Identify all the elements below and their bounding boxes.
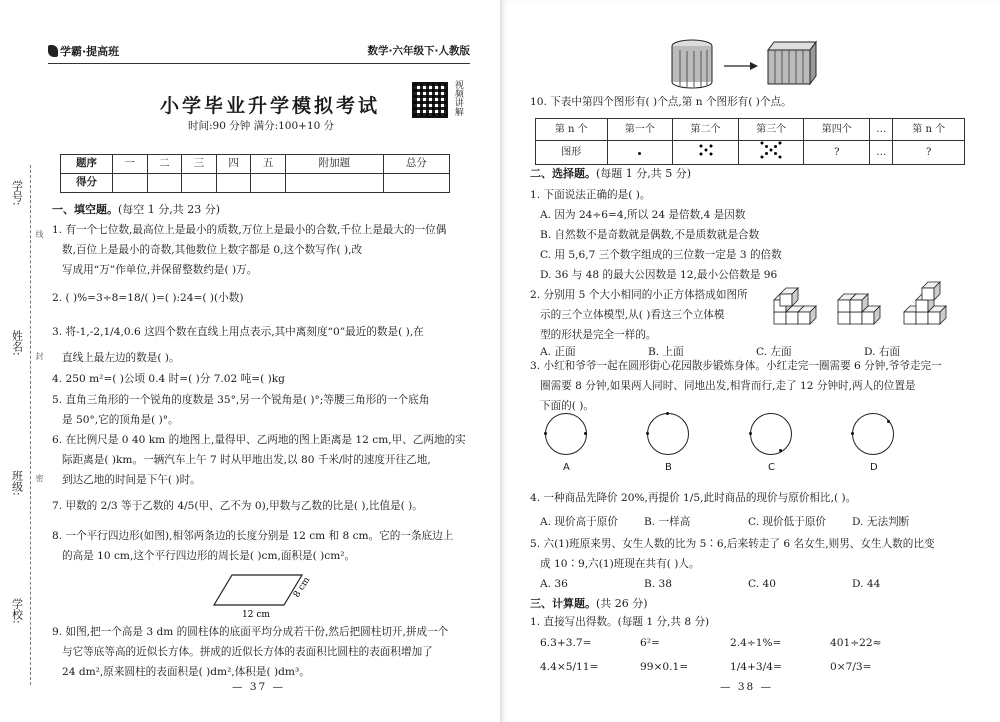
circle-label-a: A (563, 462, 570, 473)
question-9 (52, 622, 448, 682)
calc-row-1 (540, 636, 881, 652)
option-b[interactable]: B. 一样高 (644, 516, 691, 528)
option-c[interactable]: C. 40 (748, 578, 776, 590)
option-d[interactable]: D. 右面 (864, 346, 901, 358)
margin-mark-seal: 封 (35, 352, 44, 360)
options-row (530, 512, 909, 532)
exam-meta: 时间:90 分钟 满分:100+10 分 (188, 120, 335, 132)
question-line: 示的三个立体模型,从( )看这三个立体模 (540, 309, 725, 321)
table-cell: 得分 (61, 174, 113, 193)
question-line: 数,百位上是最小的奇数,其他数位上数字都是 0,这个数写作( ),改 (62, 244, 363, 256)
question-2 (52, 288, 244, 308)
question-line: 1. 下面说法正确的是( )。 (530, 189, 651, 201)
brand (48, 44, 119, 61)
circle-option-c[interactable] (750, 413, 792, 455)
question-line: 下面的( )。 (540, 400, 595, 412)
question-line: 5. 六(1)班原来男、女生人数的比为 5∶6,后来转走了 6 名女生,则男、女生人数的比变 (530, 538, 935, 550)
question-line: 型的形状是完全一样的。 (540, 329, 657, 341)
table-cell: 第一个 (607, 119, 673, 141)
question-line: 到达乙地的时间是下午( )时。 (62, 474, 201, 486)
option-c[interactable]: C. 左面 (756, 346, 792, 358)
question-line: 4. 250 m²=( )公顷 0.4 时=( )分 7.02 吨=( )kg (52, 373, 285, 385)
cut-line (30, 165, 31, 685)
score-input-cell[interactable] (251, 174, 286, 193)
section-title-text: 三、计算题。 (530, 597, 596, 610)
table-cell: … (870, 119, 893, 141)
calc-item: 2.4÷1%= (730, 637, 782, 649)
question-line: 10. 下表中第四个图形有( )个点,第 n 个图形有( )个点。 (530, 96, 792, 108)
score-input-cell[interactable] (113, 174, 148, 193)
pattern-figure-1 (607, 141, 673, 165)
section-note: (共 26 分) (596, 597, 648, 610)
table-cell: 第 n 个 (536, 119, 608, 141)
question-line: 24 dm²,原来圆柱的表面积是( )dm²,体积是( )dm³。 (62, 666, 310, 678)
table-cell: 四 (216, 155, 251, 174)
parallelogram-base-label: 12 cm (242, 610, 270, 620)
question-line: 成 10∶9,六(1)班现在共有( )人。 (540, 558, 700, 570)
option-a[interactable]: A. 36 (540, 578, 568, 590)
question-8 (52, 526, 453, 566)
question-line: 2. ( )%=3÷8=18/( )=( ):24=( )(小数) (52, 292, 244, 304)
section-title-text: 一、填空题。 (52, 203, 118, 216)
question-line: 4. 一种商品先降价 20%,再提价 1/5,此时商品的现价与原价相比,( )。 (530, 492, 857, 504)
class-label: 班级: (10, 470, 24, 496)
table-cell: 图形 (536, 141, 608, 165)
parallelogram-figure (212, 570, 312, 620)
page-number: — 37 — (232, 681, 286, 694)
calc-item: 401÷22≈ (830, 637, 882, 649)
table-cell: ? (804, 141, 870, 165)
option-line: B. 自然数不是奇数就是偶数,不是质数就是合数 (540, 229, 760, 241)
question-10 (530, 92, 792, 112)
question-line: 9. 如图,把一个高是 3 dm 的圆柱体的底面平均分成若干份,然后把圆柱切开,拼成一个 (52, 626, 449, 638)
cylinder-to-cuboid-figure (670, 38, 820, 90)
option-a[interactable]: A. 现价高于原价 (540, 516, 618, 528)
options-row (530, 574, 935, 594)
arrow-right-icon (724, 62, 758, 70)
question-line: 3. 小红和爷爷一起在圆形街心花园散步锻炼身体。小红走完一圈需要 6 分钟,爷爷走完一 (530, 360, 942, 372)
question-7 (52, 496, 423, 516)
table-cell: … (870, 141, 893, 165)
option-line: D. 36 与 48 的最大公因数是 12,最小公倍数是 96 (540, 269, 778, 281)
calc-item: 6²= (640, 637, 660, 649)
question-line: 的高是 10 cm,这个平行四边形的周长是( )cm,面积是( )cm²。 (62, 550, 356, 562)
calc-question-1 (530, 612, 709, 632)
margin-mark-secret: 密 (35, 474, 44, 482)
header-rule (48, 63, 470, 64)
table-cell: 第三个 (738, 119, 804, 141)
option-c[interactable]: C. 现价低于原价 (748, 516, 827, 528)
page-number: — 38 — (720, 681, 774, 694)
question-line (530, 612, 709, 632)
cylinder-icon (672, 40, 712, 88)
question-line: 是 50°,它的顶角是( )°。 (62, 414, 179, 426)
option-line: A. 因为 24÷6=4,所以 24 是倍数,4 是因数 (540, 209, 746, 221)
question-1 (52, 220, 446, 280)
calc-row-2 (540, 660, 872, 676)
school-label: 学校: (10, 598, 24, 624)
option-d[interactable]: D. 无法判断 (852, 516, 910, 528)
brand-name: 学霸·提高班 (60, 45, 120, 58)
table-cell: 题序 (61, 155, 113, 174)
section-title-text: 二、选择题。 (530, 167, 596, 180)
calc-note: (每题 1 分,共 8 分) (617, 616, 710, 628)
option-a[interactable]: A. 正面 (540, 346, 576, 358)
section-1-title (52, 202, 220, 219)
cube-models-figure (768, 280, 968, 330)
score-input-cell[interactable] (147, 174, 182, 193)
table-cell: 一 (113, 155, 148, 174)
question-line: 际距离是( )km。一辆汽车上午 7 时从甲地出发,以 80 千米/时的速度开往乙地, (62, 454, 431, 466)
score-input-cell[interactable] (216, 174, 251, 193)
section-2-title (530, 166, 691, 183)
parallelogram-side-label: 8 cm (292, 575, 312, 600)
calc-item: 99×0.1= (640, 661, 689, 673)
circle-option-a[interactable] (545, 413, 587, 455)
parallelogram-shape (214, 575, 302, 605)
choice-question-4 (530, 488, 909, 532)
dot-pattern-table (535, 118, 965, 165)
table-cell: 三 (182, 155, 217, 174)
calc-item: 4.4×5/11= (540, 661, 599, 673)
name-label: 姓名: (10, 330, 24, 356)
circle-option-d[interactable] (852, 413, 894, 455)
section-note: (每题 1 分,共 5 分) (596, 167, 692, 180)
table-cell: 二 (147, 155, 182, 174)
pattern-figure-3 (738, 141, 804, 165)
table-cell: 五 (251, 155, 286, 174)
circle-option-b[interactable] (647, 413, 689, 455)
page-38 (500, 0, 1000, 722)
option-line: C. 用 5,6,7 三个数字组成的三位数一定是 3 的倍数 (540, 249, 782, 261)
circle-label-b: B (665, 462, 672, 473)
score-table-score-row (61, 174, 450, 193)
choice-question-1 (530, 185, 782, 285)
student-id-label: 学号: (10, 180, 24, 206)
option-d[interactable]: D. 44 (852, 578, 881, 590)
table-cell: 第二个 (673, 119, 739, 141)
question-6 (52, 430, 466, 490)
circle-label-d: D (870, 462, 878, 473)
question-line: 7. 甲数的 2/3 等于乙数的 4/5(甲、乙不为 0),甲数与乙数的比是( ),比值是( )。 (52, 500, 423, 512)
exam-title: 小学毕业升学模拟考试 (160, 95, 381, 117)
question-line: 1. 有一个七位数,最高位上是最小的质数,万位上是最小的合数,千位上是最大的一位偶 (52, 224, 447, 236)
score-table-header-row (61, 155, 450, 174)
score-input-cell[interactable] (182, 174, 217, 193)
circle-label-c: C (768, 462, 775, 473)
option-b[interactable]: B. 38 (644, 578, 672, 590)
calc-title: 1. 直接写出得数。 (530, 616, 618, 628)
question-line: 直线上最左边的数是( )。 (62, 352, 180, 364)
question-line: 2. 分别用 5 个大小相同的小正方体搭成如图所 (530, 289, 748, 301)
choice-question-3 (530, 356, 942, 416)
question-line: 5. 直角三角形的一个锐角的度数是 35°,另一个锐角是( )°;等腰三角形的一个底角 (52, 394, 430, 406)
qr-code-icon[interactable] (412, 82, 448, 118)
pattern-figure-2 (673, 141, 739, 165)
table-cell: 第 n 个 (893, 119, 965, 141)
score-input-cell[interactable] (383, 174, 449, 193)
question-line: 圈需要 8 分钟,如果两人同时、同地出发,相背而行,走了 12 分钟时,两人的位置是 (540, 380, 916, 392)
qr-label: 视频讲解 (452, 80, 463, 116)
binding-margin (0, 0, 44, 722)
cube-model-3 (904, 282, 946, 324)
question-line: 与它等底等高的近似长方体。拼成的近似长方体的表面积比圆柱的表面积增加了 (62, 646, 433, 658)
table-cell: ? (893, 141, 965, 165)
subject-label: 数学·六年级下·人教版 (367, 45, 470, 57)
page-header (48, 42, 470, 64)
calc-item: 1/4+3/4= (730, 661, 782, 673)
margin-mark-line: 线 (35, 230, 44, 238)
cube-model-1 (774, 288, 816, 324)
table-cell: 总分 (383, 155, 449, 174)
brand-logo-icon (48, 45, 58, 57)
calc-item: 0×7/3= (830, 661, 872, 673)
choice-question-5 (530, 534, 935, 594)
option-b[interactable]: B. 上面 (648, 346, 684, 358)
question-4 (52, 369, 285, 389)
cube-model-2 (838, 294, 880, 324)
question-line: 写成用“万”作单位,并保留整数约是( )万。 (62, 264, 258, 276)
score-table (60, 154, 450, 193)
choice-question-2 (530, 285, 748, 345)
question-3 (52, 322, 424, 368)
table-cell: 附加题 (285, 155, 383, 174)
question-line: 8. 一个平行四边形(如图),相邻两条边的长度分别是 12 cm 和 8 cm。它的一条底边上 (52, 530, 454, 542)
calc-item: 6.3+3.7= (540, 637, 592, 649)
score-input-cell[interactable] (285, 174, 383, 193)
question-line: 3. 将-1,-2,1/4,0.6 这四个数在直线上用点表示,其中离刻度“0”最近的数是( ),在 (52, 326, 424, 338)
section-note: (每空 1 分,共 23 分) (118, 203, 221, 216)
table-cell: 第四个 (804, 119, 870, 141)
question-line: 6. 在比例尺是 0 40 km 的地图上,量得甲、乙两地的图上距离是 12 cm,甲、乙两地的实 (52, 434, 466, 446)
cuboid-icon (768, 42, 816, 84)
pattern-figure-row (536, 141, 965, 165)
question-5 (52, 390, 429, 430)
section-3-title (530, 596, 648, 613)
pattern-header-row (536, 119, 965, 141)
